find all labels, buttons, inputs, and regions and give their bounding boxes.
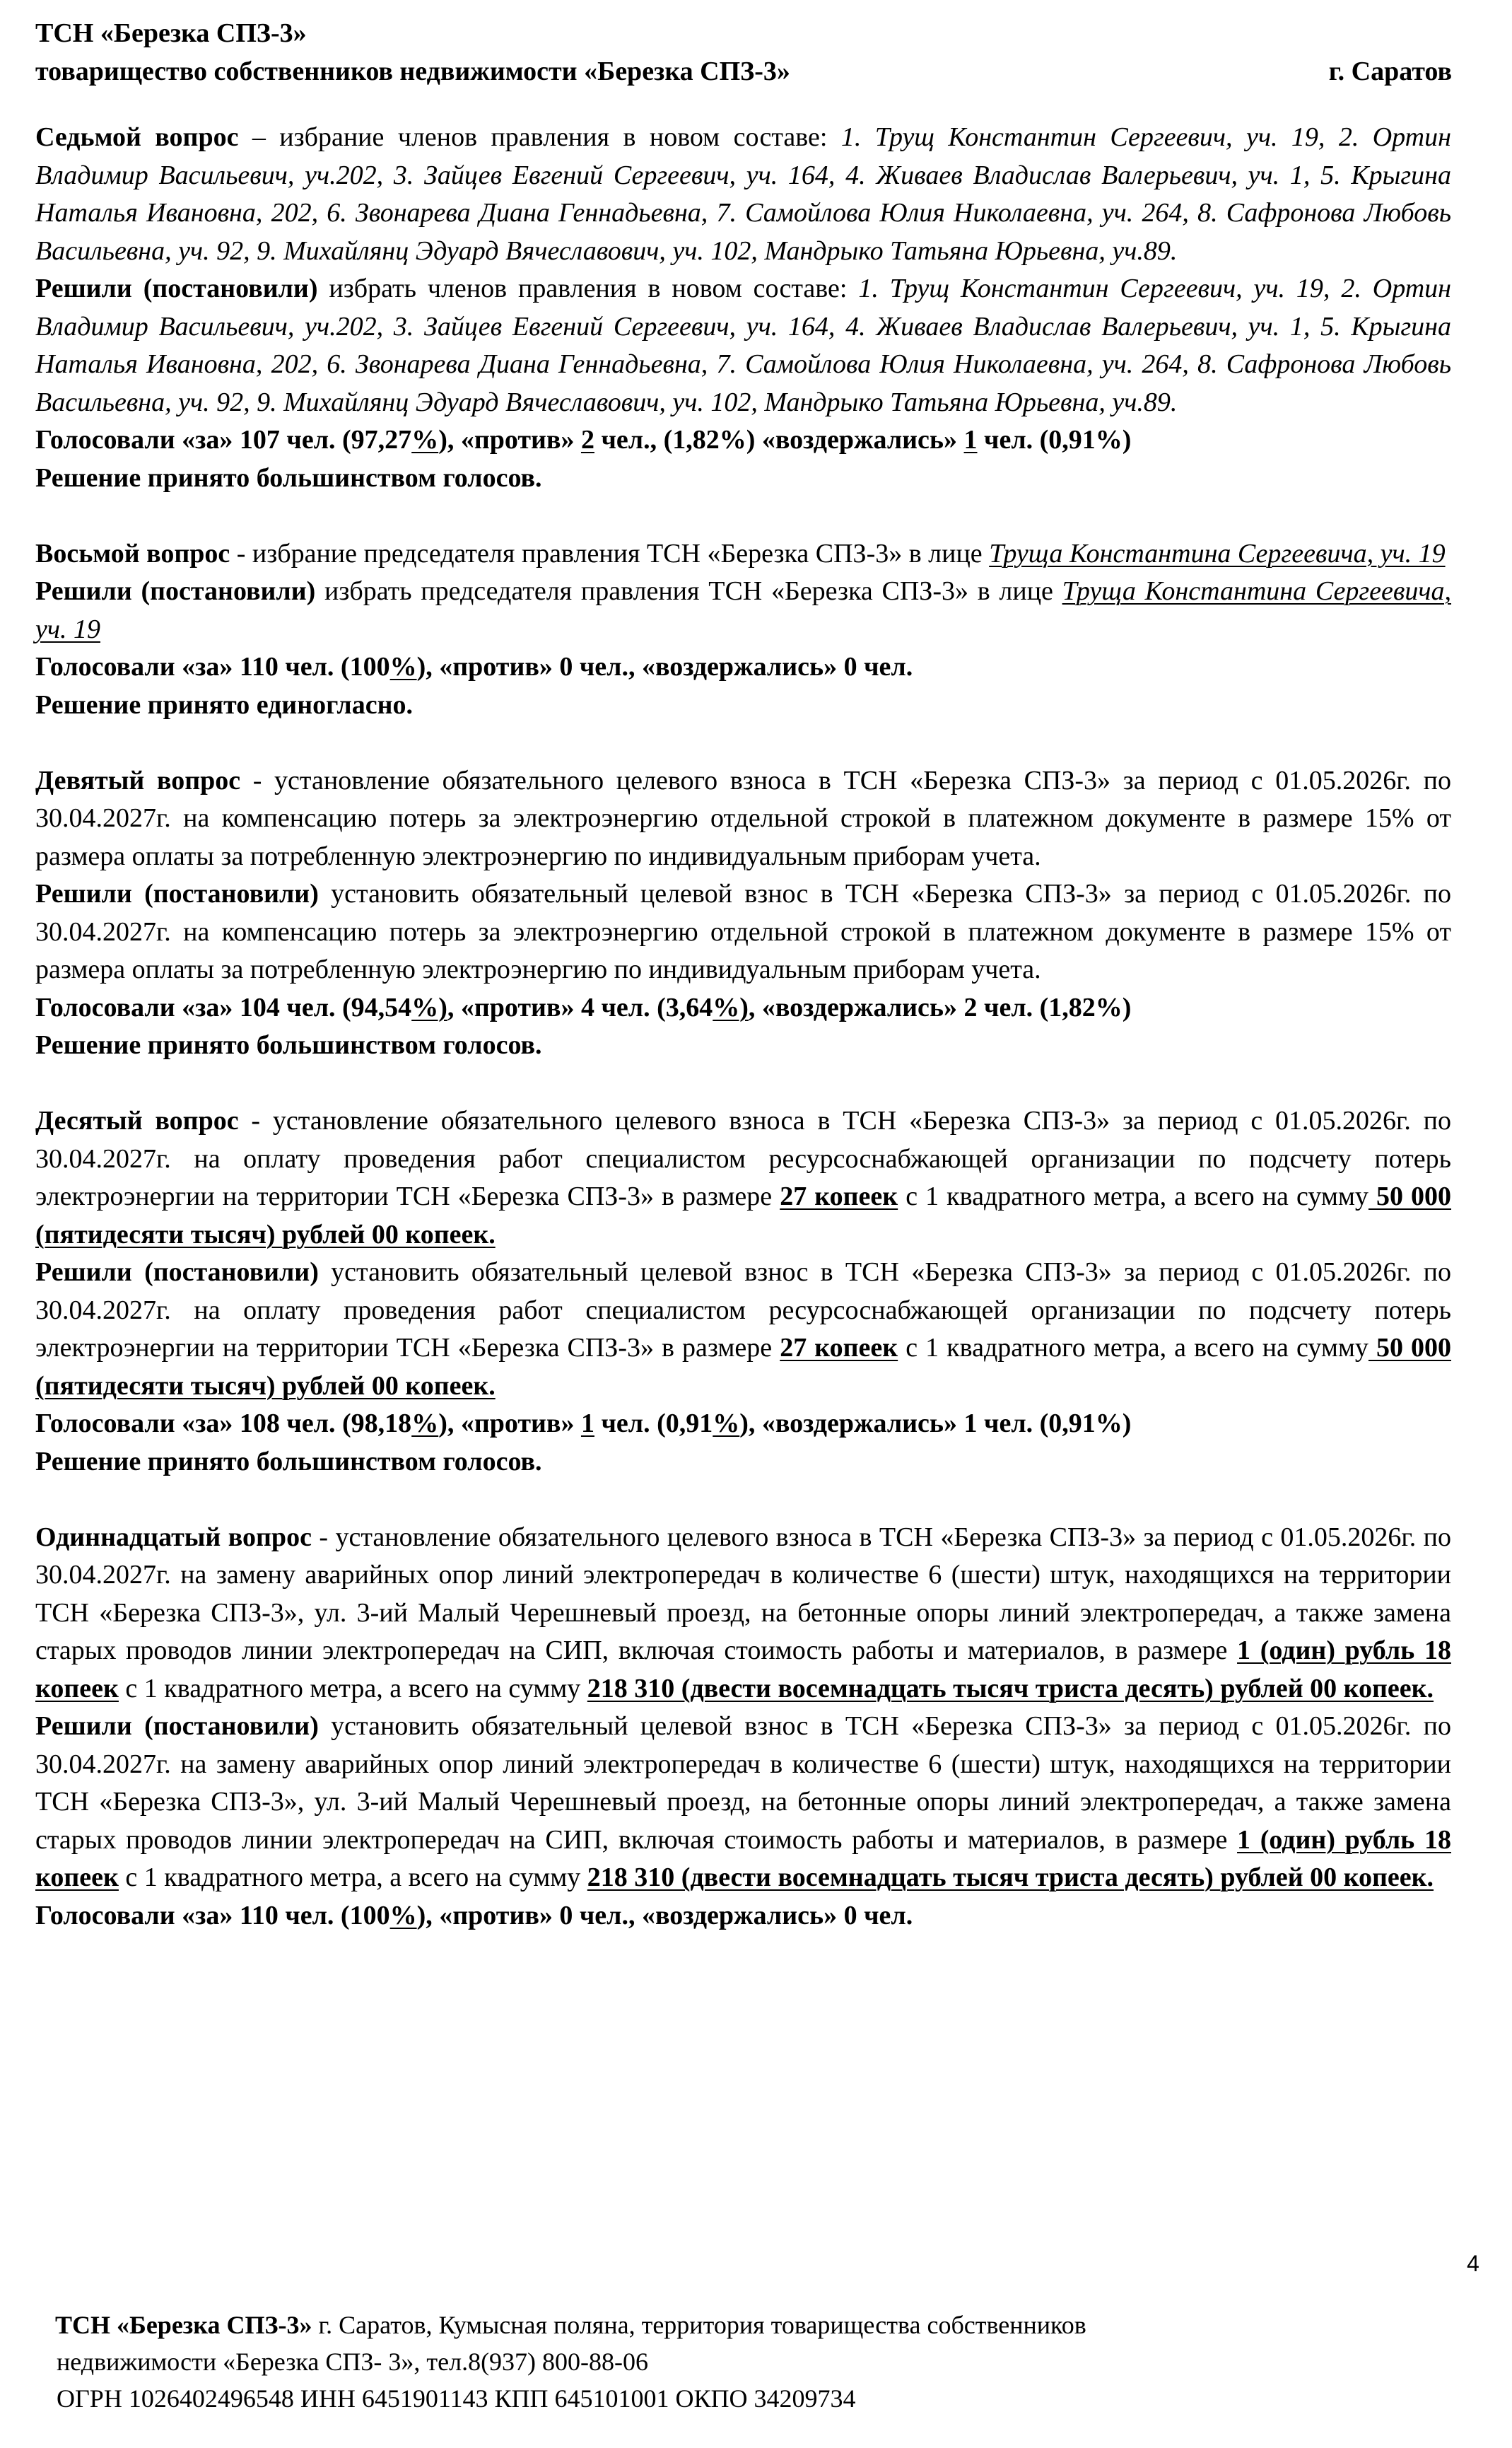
q8-name: Труща Константина Сергеевича, уч. 19	[989, 538, 1446, 569]
q11-text: - установление обязательного целевого взноса в ТСН «Березка СПЗ-3» за период с 01.05.2026г. по 30.04.2027г. на замену аварийных опор линий электропередач в количестве 6 (шести) штук, находящихся на территории ТСН «Березка СПЗ-3», ул. 3-ий Малый Черешневый проезд, на бетонные опоры линий электропередач, а также замена старых проводов линии электропередач на СИП, включая стоимость работы и материалов, в размере	[35, 1522, 1451, 1665]
city: г. Саратов	[1328, 57, 1452, 86]
q8-question	[35, 535, 1451, 573]
q7-decided-text: избрать членов правления в новом составе:	[317, 274, 859, 303]
q8-result: Решение принято единогласно.	[35, 689, 414, 720]
document-body	[35, 119, 1451, 1935]
footer-line-3: ОГРН 1026402496548 ИНН 6451901143 КПП 645101001 ОКПО 34209734	[57, 2384, 856, 2413]
q11-decided-text: установить обязательный целевой взнос в ТСН «Березка СПЗ-3» за период с 01.05.2026г. по 30.04.2027г. на замену аварийных опор линий электропередач в количестве 6 (шести) штук, находящихся на территории ТСН «Березка СПЗ-3», ул. 3-ий Малый Черешневый проезд, на бетонные опоры линий электропередач, а также замена старых проводов линии электропередач на СИП, включая стоимость работы и материалов, в размере	[35, 1711, 1451, 1855]
q8-decided-text: избрать председателя правления ТСН «Березка СПЗ-3» в лице	[315, 576, 1062, 606]
page-number: 4	[1467, 2251, 1479, 2276]
q10-decided-total: 50 000 (пятидесяти тысяч) рублей 00 копеек.	[35, 1333, 1452, 1401]
footer-line-1: ТСН «Березка СПЗ-3» г. Саратов, Кумысная поляна, территория товарищества собственников	[55, 2311, 1086, 2339]
q8-decided-name: Труща Константина Сергеевича, уч. 19	[35, 576, 1452, 644]
q8-decision	[35, 573, 1451, 648]
q10-decided-label: Решили (постановили)	[35, 1257, 319, 1287]
q8-title: Восьмой вопрос	[35, 538, 230, 569]
q7-list: 1. Трущ Константин Сергеевич, уч. 19, 2. Ортин Владимир Васильевич, уч.202, 3. Зайцев Евгений Сергеевич, уч. 164, 4. Живаев Владислав Валерьевич, уч. 1, 5. Крыгина Наталья Ивановна, 202, 6. Звонарева Диана Геннадьевна, 7. Самойлова Юлия Николаевна, уч. 264, 8. Сафронова Любовь Васильевна, уч. 92, 9. Михайлянц Эдуард Вячеславович, уч. 102, Мандрыко Татьяна Юрьевна, уч.89.	[35, 122, 1451, 266]
q9-decided-label: Решили (постановили)	[35, 879, 319, 909]
q9-vote: Голосовали «за» 104 чел. (94,54%), «против» 4 чел. (3,64%), «воздержались» 2 чел. (1,82%)	[35, 992, 1132, 1022]
q10-title: Десятый вопрос	[35, 1106, 239, 1136]
q9-text: - установление обязательного целевого взноса в ТСН «Березка СПЗ-3» за период с 01.05.2026г. по 30.04.2027г. на компенсацию потерь за электроэнергию отдельной строкой в платежном документе в размере 15% от размера оплаты за потребленную электроэнергию по индивидуальным приборам учета.	[35, 765, 1451, 871]
q7-question	[35, 119, 1451, 270]
q7-text: – избрание членов правления в новом составе:	[238, 122, 841, 152]
footer-org: ТСН «Березка СПЗ-3»	[55, 2311, 312, 2339]
q11-decided-total: 218 310 (двести восемнадцать тысяч триста десять) рублей 00 копеек.	[587, 1863, 1434, 1892]
q11-vote: Голосовали «за» 110 чел. (100%), «против» 0 чел., «воздержались» 0 чел.	[35, 1900, 913, 1930]
q9-decided-text: установить обязательный целевой взнос в ТСН «Березка СПЗ-3» за период с 01.05.2026г. по 30.04.2027г. на компенсацию потерь за электроэнергию отдельной строкой в платежном документе в размере 15% от размера оплаты за потребленную электроэнергию по индивидуальным приборам учета.	[35, 879, 1451, 984]
q9-result: Решение принято большинством голосов.	[35, 1030, 542, 1060]
q10-decision: Решили (постановили) установить обязательный целевой взнос в ТСН «Березка СПЗ-3» за период с 01.05.2026г. по 30.04.2027г. на оплату проведения работ специалистом ресурсоснабжающей организации по подсчету потерь электроэнергии на территории ТСН «Березка СПЗ-3» в размере 27 копеек с 1 квадратного метра, а всего на сумму 50 000 (пятидесяти тысяч) рублей 00 копеек.	[35, 1257, 1452, 1401]
q11-amount: 1 (один) рубль 18 копеек	[35, 1636, 1451, 1703]
q10-decided-amount: 27 копеек	[780, 1333, 898, 1363]
q8-vote: Голосовали «за» 110 чел. (100%), «против» 0 чел., «воздержались» 0 чел.	[35, 652, 913, 682]
q7-decided-label: Решили (постановили)	[35, 274, 318, 303]
q10-question: Десятый вопрос - установление обязательного целевого взноса в ТСН «Березка СПЗ-3» за период с 01.05.2026г. по 30.04.2027г. на оплату проведения работ специалистом ресурсоснабжающей организации по подсчету потерь электроэнергии на территории ТСН «Березка СПЗ-3» в размере 27 копеек с 1 квадратного метра, а всего на сумму 50 000 (пятидесяти тысяч) рублей 00 копеек.	[35, 1106, 1452, 1249]
q10-amount: 27 копеек	[780, 1182, 898, 1211]
document-footer	[55, 2307, 1086, 2417]
q11-title: Одиннадцатый вопрос	[35, 1522, 312, 1552]
q8-text: - избрание председателя правления ТСН «Березка СПЗ-3» в лице	[230, 538, 990, 569]
org-full-name: товарищество собственников недвижимости «Березка СПЗ-3»	[35, 57, 790, 86]
q11-decision: Решили (постановили) установить обязательный целевой взнос в ТСН «Березка СПЗ-3» за период с 01.05.2026г. по 30.04.2027г. на замену аварийных опор линий электропередач в количестве 6 (шести) штук, находящихся на территории ТСН «Березка СПЗ-3», ул. 3-ий Малый Черешневый проезд, на бетонные опоры линий электропередач, а также замена старых проводов линии электропередач на СИП, включая стоимость работы и материалов, в размере 1 (один) рубль 18 копеек с 1 квадратного метра, а всего на сумму 218 310 (двести восемнадцать тысяч триста десять) рублей 00 копеек.	[35, 1711, 1451, 1892]
q10-result: Решение принято большинством голосов.	[35, 1446, 542, 1476]
q9-question	[35, 762, 1451, 876]
q9-decision	[35, 875, 1451, 989]
q7-decided-list: 1. Трущ Константин Сергеевич, уч. 19, 2. Ортин Владимир Васильевич, уч.202, 3. Зайцев Евгений Сергеевич, уч. 164, 4. Живаев Владислав Валерьевич, уч. 1, 5. Крыгина Наталья Ивановна, 202, 6. Звонарева Диана Геннадьевна, 7. Самойлова Юлия Николаевна, уч. 264, 8. Сафронова Любовь Васильевна, уч. 92, 9. Михайлянц Эдуард Вячеславович, уч. 102, Мандрыко Татьяна Юрьевна, уч.89.	[35, 274, 1452, 417]
q11-decided-amount: 1 (один) рубль 18 копеек	[35, 1824, 1451, 1892]
q11-question: Одиннадцатый вопрос - установление обязательного целевого взноса в ТСН «Березка СПЗ-3» за период с 01.05.2026г. по 30.04.2027г. на замену аварийных опор линий электропередач в количестве 6 (шести) штук, находящихся на территории ТСН «Березка СПЗ-3», ул. 3-ий Малый Черешневый проезд, на бетонные опоры линий электропередач, а также замена старых проводов линии электропередач на СИП, включая стоимость работы и материалов, в размере 1 (один) рубль 18 копеек с 1 квадратного метра, а всего на сумму 218 310 (двести восемнадцать тысяч триста десять) рублей 00 копеек.	[35, 1522, 1451, 1703]
q7-decision	[35, 270, 1451, 421]
q8-decided-label: Решили (постановили)	[35, 576, 316, 606]
q10-total: 50 000 (пятидесяти тысяч) рублей 00 копеек.	[35, 1182, 1452, 1249]
q10-text: - установление обязательного целевого взноса в ТСН «Березка СПЗ-3» за период с 01.05.2026г. по 30.04.2027г. на оплату проведения работ специалистом ресурсоснабжающей организации по подсчету потерь электроэнергии на территории ТСН «Березка СПЗ-3» в размере	[35, 1106, 1452, 1211]
q10-vote: Голосовали «за» 108 чел. (98,18%), «против» 1 чел. (0,91%), «воздержались» 1 чел. (0,91%)	[35, 1409, 1132, 1438]
q9-title: Девятый вопрос	[35, 765, 241, 795]
q11-decided-label: Решили (постановили)	[35, 1711, 319, 1741]
q10-decided-text: установить обязательный целевой взнос в ТСН «Березка СПЗ-3» за период с 01.05.2026г. по 30.04.2027г. на оплату проведения работ специалистом ресурсоснабжающей организации по подсчету потерь электроэнергии на территории ТСН «Березка СПЗ-3» в размере	[35, 1257, 1451, 1363]
q7-title: Седьмой вопрос	[35, 122, 239, 152]
document-header	[35, 14, 1452, 91]
org-short-name: ТСН «Березка СПЗ-3»	[35, 18, 307, 48]
q7-result: Решение принято большинством голосов.	[35, 462, 542, 493]
q11-total: 218 310 (двести восемнадцать тысяч триста десять) рублей 00 копеек.	[587, 1673, 1434, 1703]
footer-line-2: недвижимости «Березка СПЗ- 3», тел.8(937) 800-88-06	[57, 2348, 649, 2376]
q7-vote: Голосовали «за» 107 чел. (97,27%), «против» 2 чел., (1,82%) «воздержались» 1 чел. (0,91%)	[35, 425, 1132, 455]
